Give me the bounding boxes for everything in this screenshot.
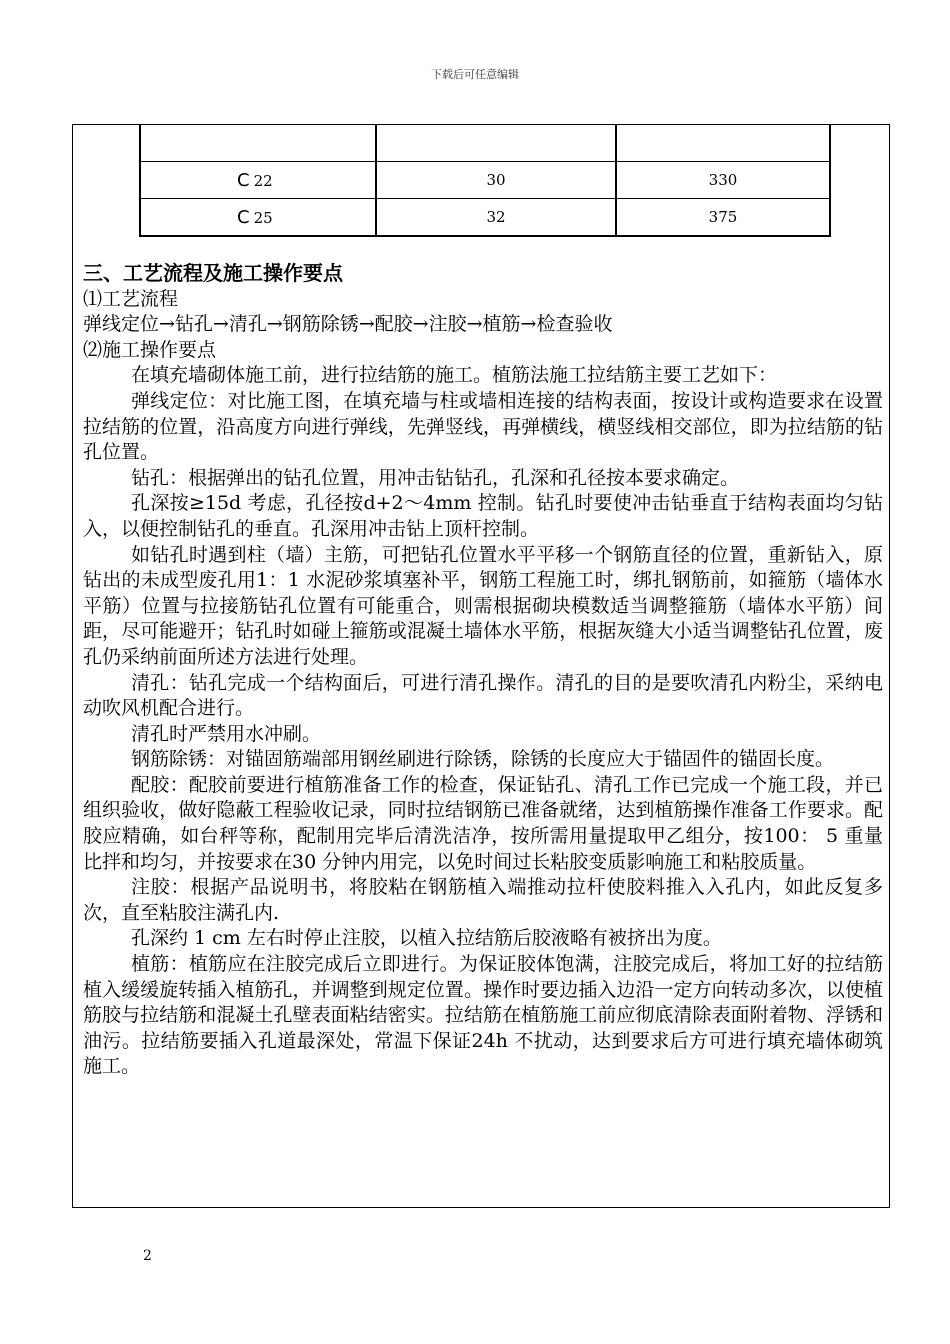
paragraph: 孔深约 1 cm 左右时停止注胶，以植入拉结筋后胶液略有被挤出为度。 [131,927,722,950]
header-note: 下载后可任意编辑 [431,68,519,81]
table-cell: 30 [376,162,616,199]
rebar-diameter: 25 [253,208,273,227]
subheading-operation-points: ⑵施工操作要点 [83,338,217,361]
table-cell [140,125,376,162]
paragraph: 清孔：钻孔完成一个结构面后，可进行清孔操作。清孔的目的是要吹清孔内粉尘，采纳电动吹风机配合进行。 [83,671,883,720]
table-cell-bar-size [140,162,376,199]
paragraph: 孔深按≥15d 考虑，孔径按d+2～4mm 控制。钻孔时要使冲击钻垂直于结构表面均匀钻入，以便控制钻孔的垂直。孔深用冲击钻上顶杆控制。 [83,492,883,540]
table-cell-bar-size [140,199,376,237]
paragraph: 钻孔：根据弹出的钻孔位置，用冲击钻钻孔，孔深和孔径按本要求确定。 [131,466,740,489]
content-frame [72,124,890,1208]
rebar-diameter: 22 [253,171,273,190]
table-cell: 32 [376,199,616,237]
paragraph: 弹线定位：对比施工图，在填充墙与柱或墙相连接的结构表面，按设计或构造要求在设置拉结筋的位置，沿高度方向进行弹线，先弹竖线，再弹横线，横竖线相交部位，即为拉结筋的钻孔位置。 [83,389,883,464]
rebar-grade-symbol: C [237,206,250,228]
table-cell [376,125,616,162]
rebar-grade-symbol: C [237,169,250,191]
rebar-table [139,125,831,237]
table-row [140,199,830,237]
page-number: 2 [143,1248,152,1264]
paragraph: 钢筋除锈：对锚固筋端部用钢丝刷进行除锈，除锈的长度应大于锚固件的锚固长度。 [131,748,835,771]
paragraph: 清孔时严禁用水冲刷。 [131,722,322,745]
body-text [83,261,883,1080]
paragraph: 在填充墙砌体施工前，进行拉结筋的施工。植筋法施工拉结筋主要工艺如下： [131,364,778,387]
paragraph: 配胶：配胶前要进行植筋准备工作的检查，保证钻孔、清孔工作已完成一个施工段，并已组织验收，做好隐蔽工程验收记录，同时拉结钢筋已准备就绪，达到植筋操作准备工作要求。配胶应精确，如台秤等称，配制用完毕后清洗洁净，按所需用量提取甲乙组分，按100： 5 重量比拌和均匀，并按要求在30 分钟内用完，以免时间过长粘胶变质影响施工和粘胶质量。 [83,773,883,873]
paragraph: 植筋：植筋应在注胶完成后立即进行。为保证胶体饱满，注胶完成后，将加工好的拉结筋植入缓缓旋转插入植筋孔，并调整到规定位置。操作时要边插入边沿一定方向转动多次，以使植筋胶与拉结筋和混凝土孔壁表面粘结密实。拉结筋在植筋施工前应彻底清除表面附着物、浮锈和油污。拉结筋要插入孔道最深处，常温下保证24h 不扰动，达到要求后方可进行填充墙体砌筑施工。 [83,953,883,1078]
table-cell: 375 [616,199,830,237]
table-cell [616,125,830,162]
table-row [140,162,830,199]
process-flow: 弹线定位→钻孔→清孔→钢筋除锈→配胶→注胶→植筋→检查验收 [83,313,613,336]
subheading-process-flow: ⑴工艺流程 [83,287,179,310]
paragraph: 如钻孔时遇到柱（墙）主筋，可把钻孔位置水平平移一个钢筋直径的位置，重新钻入，原钻出的未成型废孔用1：1 水泥砂浆填塞补平，钢筋工程施工时，绑扎钢筋前，如箍筋（墙体水平筋）位置与拉接筋钻孔位置有可能重合，则需根据砌块模数适当调整箍筋（墙体水平筋）间距，尽可能避开；钻孔时如碰上箍筋或混凝土墙体水平筋，根据灰缝大小适当调整钻孔位置，废孔仍采纳前面所述方法进行处理。 [83,543,883,668]
section-title: 三、工艺流程及施工操作要点 [83,261,343,285]
paragraph: 注胶：根据产品说明书，将胶粘在钢筋植入端推动拉杆使胶料推入入孔内，如此反复多次，直至粘胶注满孔内. [83,876,883,924]
table-cell: 330 [616,162,830,199]
table-row [140,125,830,162]
